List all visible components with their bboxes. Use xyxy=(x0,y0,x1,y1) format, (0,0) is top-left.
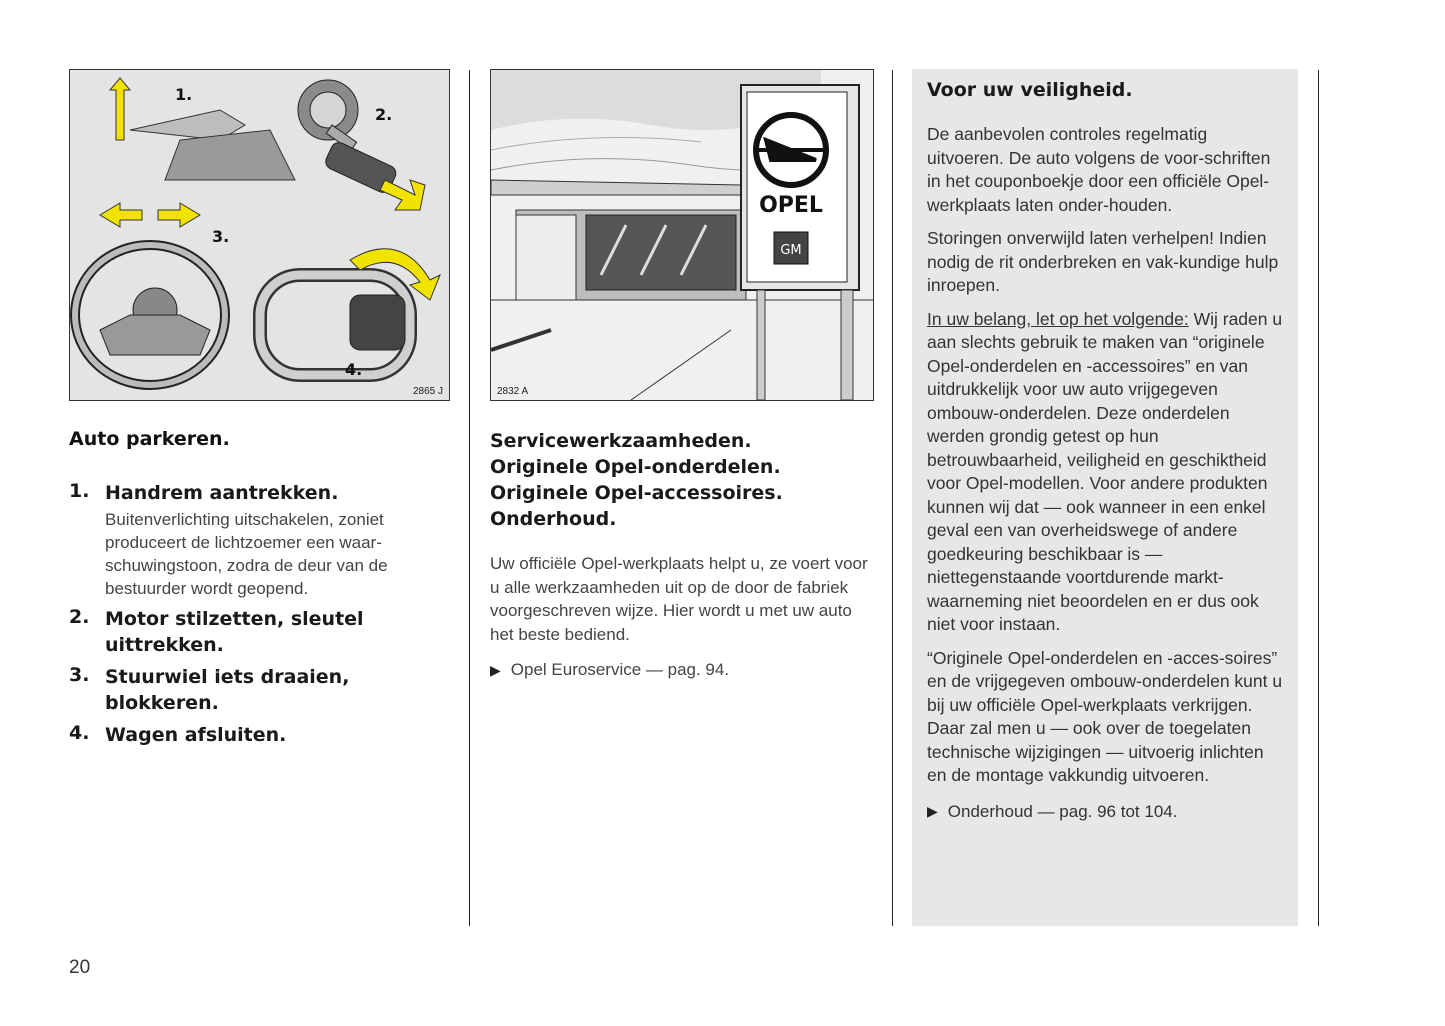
dealership-svg xyxy=(491,70,873,400)
step-item xyxy=(69,480,449,600)
step-number: 2. xyxy=(69,606,90,628)
column-divider-2 xyxy=(892,70,893,926)
column-service xyxy=(490,428,880,680)
step-number: 4. xyxy=(69,722,90,744)
step-description: Buitenverlichting uitschakelen, zoniet produceert de lichtzoemer een waar-schuwingstoon, zodra de deur van de bestuurder wordt geopend. xyxy=(105,510,388,598)
safety-paragraph-2: Storingen onverwijld laten verhelpen! Indien nodig de rit onderbreken en vak-kundige hulp inroepen. xyxy=(927,228,1279,295)
opel-dealership-illustration xyxy=(490,69,874,401)
column-divider-3 xyxy=(1318,70,1319,926)
figure-label-4: 4. xyxy=(345,360,363,379)
step-item xyxy=(69,722,449,748)
safety-box xyxy=(912,69,1298,926)
figure-code: 2832 A xyxy=(497,386,529,397)
page-number: 20 xyxy=(69,957,91,978)
arrow-right-icon xyxy=(158,203,200,227)
safety-paragraph-1: De aanbevolen controles regelmatig uitvoeren. De auto volgens de voor-schriften in het couponboekje door een officiële Opel-werkplaats laten onder-houden. xyxy=(927,124,1271,215)
gm-logo-text: GM xyxy=(780,243,802,258)
heading-line: Servicewerkzaamheden. xyxy=(490,430,752,452)
heading-line: Onderhoud. xyxy=(490,508,617,530)
page-reference xyxy=(490,660,880,680)
step-item xyxy=(69,664,449,716)
reference-text: Onderhoud — pag. 96 tot 104. xyxy=(947,801,1178,821)
section-heading-service xyxy=(490,428,880,532)
heading-line: Originele Opel-onderdelen. xyxy=(490,456,781,478)
step-item xyxy=(69,606,449,658)
figure-label-1: 1. xyxy=(175,85,193,104)
figure-label-2: 2. xyxy=(375,105,393,124)
triangle-bullet-icon: ▶ xyxy=(490,661,501,678)
safety-paragraph-4: “Originele Opel-onderdelen en -acces-soires” en de vrijgegeven ombouw-onderdelen kunt u bij uw officiële Opel-werkplaats verkrijgen. Daar zal men u — ook over de toegelaten technische wijzigingen — uitvoerig inlichten en de montage vakkundig uitvoeren. xyxy=(927,647,1283,785)
service-paragraph: Uw officiële Opel-werkplaats helpt u, ze voert voor u alle werkzaamheden uit op de door de fabriek voorgeschreven wijze. Hier wordt u met uw auto het beste bediend. xyxy=(490,554,868,644)
section-heading-safety: Voor uw veiligheid. xyxy=(927,79,1133,101)
reference-text: Opel Euroservice — pag. 94. xyxy=(510,660,730,679)
heading-line: Originele Opel-accessoires. xyxy=(490,482,783,504)
section-heading-parking: Auto parkeren. xyxy=(69,428,230,450)
triangle-bullet-icon: ▶ xyxy=(927,803,938,819)
arrow-up-icon xyxy=(110,78,130,140)
page-reference xyxy=(927,802,1284,822)
column-divider-1 xyxy=(469,70,470,926)
safety-paragraph-3 xyxy=(927,308,1284,637)
figure-code: 2865 J xyxy=(412,386,443,397)
parking-illustration-svg xyxy=(70,70,449,400)
step-title: Motor stilzetten, sleutel uittrekken. xyxy=(105,608,364,656)
arrow-left-icon xyxy=(100,203,142,227)
opel-sign-text: OPEL xyxy=(759,193,823,218)
step-number: 3. xyxy=(69,664,90,686)
step-title: Wagen afsluiten. xyxy=(105,724,287,746)
step-number: 1. xyxy=(69,480,90,502)
paragraph-text: Wij raden u aan slechts gebruik te maken van “originele Opel-onderdelen en -accessoires” en van uitdrukkelijk voor uw auto vrijgegeven ombouw-onderdelen. Deze onderdelen werden grondig getest op hun betrouwbaarheid, veiligheid en geschiktheid voor Opel-modellen. Voor andere produkten kunnen wij dat — ook wanneer in een enkel geval een van overheidswege of andere goedkeuring beschikbaar is — niettegenstaande voortdurende markt-waarneming niet beoordelen en er dus ook niet voor instaan. xyxy=(927,308,1283,634)
step-title: Stuurwiel iets draaien, blokkeren. xyxy=(105,666,350,714)
underlined-lead: In uw belang, let op het volgende: xyxy=(927,308,1189,329)
arrow-down-icon xyxy=(380,180,425,210)
parking-steps-illustration xyxy=(69,69,450,401)
column-parking xyxy=(69,428,449,754)
figure-label-3: 3. xyxy=(212,227,230,246)
step-title: Handrem aantrekken. xyxy=(105,482,339,504)
